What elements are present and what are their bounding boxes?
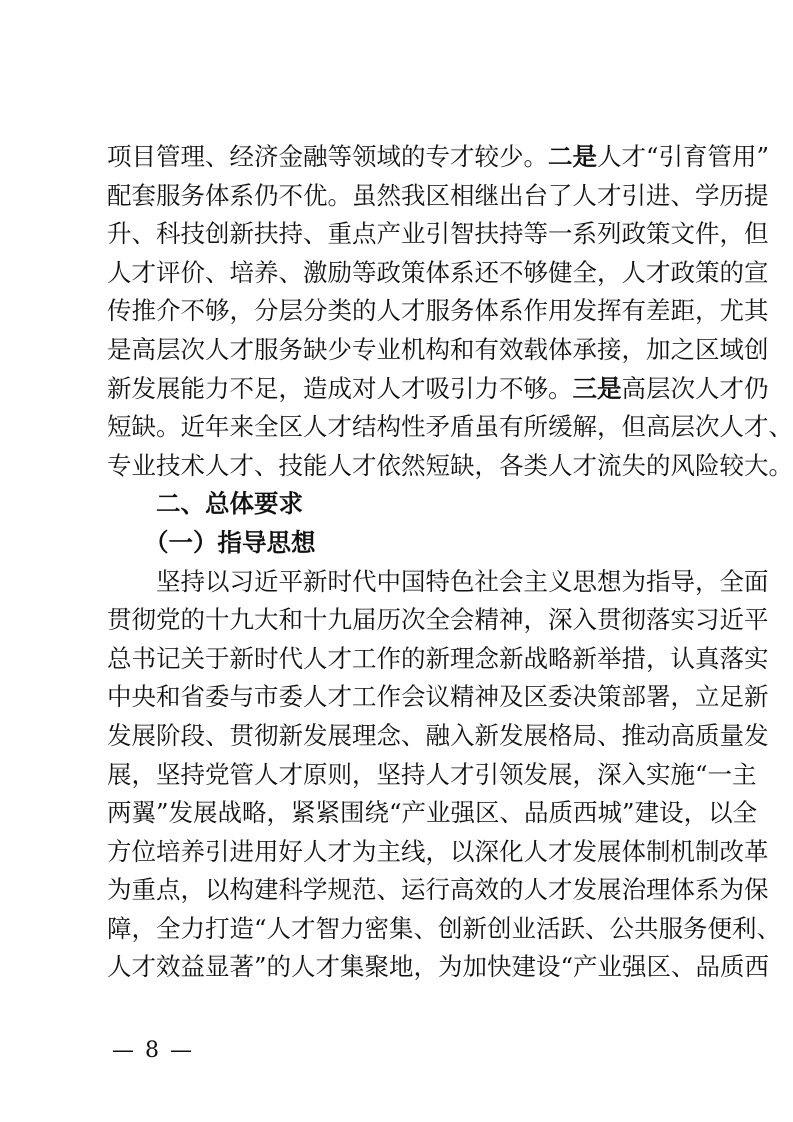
body-text (107, 138, 793, 987)
paragraph-line: 短缺。近年来全区人才结构性矛盾虽有所缓解，但高层次人才、 (107, 412, 793, 442)
paragraph-line: 升、科技创新扶持、重点产业引智扶持等一系列政策文件，但 (107, 219, 769, 249)
paragraph-line: 传推介不够，分层分类的人才服务体系作用发挥有差距，尤其 (107, 296, 769, 326)
paragraph-line: 发展阶段、贯彻新发展理念、融入新发展格局、推动高质量发 (107, 720, 769, 750)
paragraph-line: 配套服务体系仍不优。虽然我区相继出台了人才引进、学历提 (107, 180, 769, 210)
paragraph-line: 人才评价、培养、激励等政策体系还不够健全，人才政策的宣 (107, 257, 769, 287)
paragraph-line: 总书记关于新时代人才工作的新理念新战略新举措，认真落实 (107, 643, 769, 673)
section-heading: 二、总体要求 (156, 489, 303, 519)
paragraph-line: 是高层次人才服务缺少专业机构和有效载体承接，加之区域创 (107, 334, 769, 364)
paragraph-line: 中央和省委与市委人才工作会议精神及区委决策部署，立足新 (107, 682, 769, 712)
bold-emphasis: 二是 (548, 142, 597, 171)
paragraph-line: 专业技术人才、技能人才依然短缺，各类人才流失的风险较大。 (107, 450, 793, 480)
paragraph-line: 障，全力打造“人才智力密集、创新创业活跃、公共服务便利、 (107, 913, 782, 943)
paragraph-line: 方位培养引进用好人才为主线，以深化人才发展体制机制改革 (107, 836, 769, 866)
bold-emphasis: 三是 (572, 373, 622, 403)
page-number: — 8 — (112, 1038, 194, 1063)
paragraph-line: 两翼”发展战略，紧紧围绕“产业强区、品质西城”建设，以全 (107, 798, 758, 828)
paragraph-line: 坚持以习近平新时代中国特色社会主义思想为指导，全面 (156, 566, 769, 596)
paragraph-line: 贯彻党的十九大和十九届历次全会精神，深入贯彻落实习近平 (107, 605, 769, 635)
paragraph-line: 新发展能力不足，造成对人才吸引力不够。三是高层次人才仍 (107, 373, 769, 403)
paragraph-line: 人才效益显著”的人才集聚地，为加快建设“产业强区、品质西 (107, 952, 770, 982)
paragraph-line: 为重点，以构建科学规范、运行高效的人才发展治理体系为保 (107, 875, 769, 905)
paragraph-line: 项目管理、经济金融等领域的专才较少。二是人才“引育管用” (107, 142, 770, 171)
subsection-heading: （一）指导思想 (144, 527, 316, 557)
paragraph-line: 展，坚持党管人才原则，坚持人才引领发展，深入实施“一主 (107, 759, 757, 789)
